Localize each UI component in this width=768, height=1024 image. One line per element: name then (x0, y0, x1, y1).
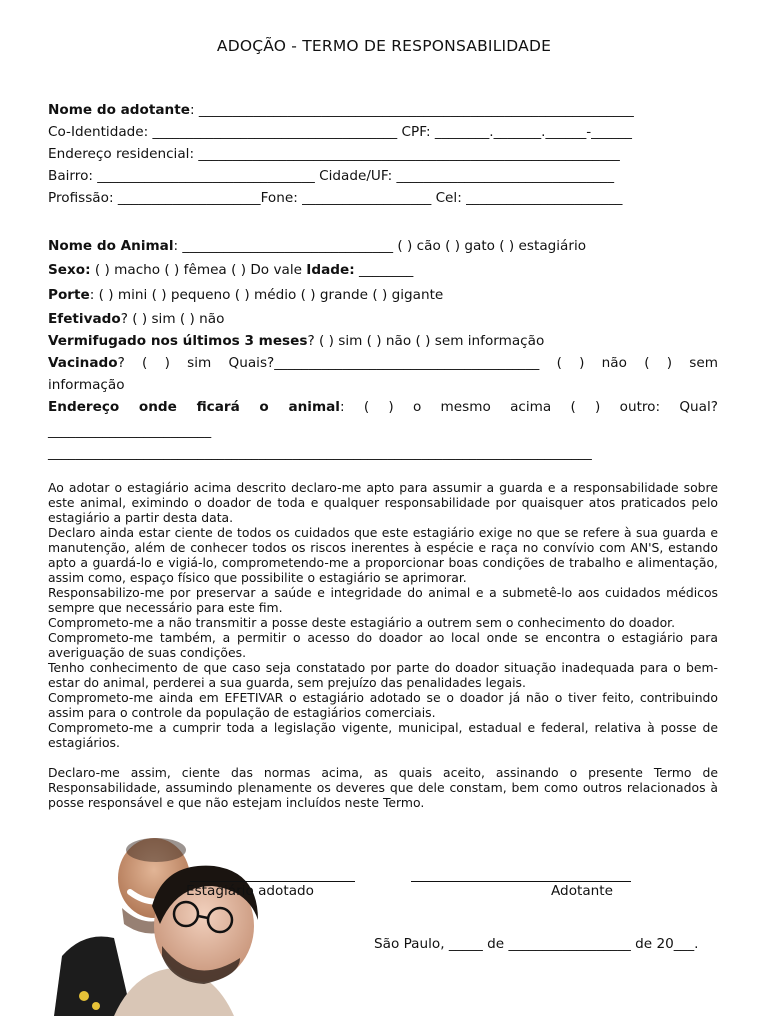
closing-paragraph: Declaro-me assim, ciente das normas acima, as quais aceito, assinando o presente Termo de Responsabilidade, assumindo plenamente os deveres que dele constam, bem como outros relacionados à posse responsável e que não estejam incluídos neste Termo. (48, 765, 718, 810)
endereco-animal-options: : ( ) o mesmo acima ( ) outro: Qual? (339, 399, 718, 415)
vermifugado-options: ? ( ) sim ( ) não ( ) sem informação (307, 333, 545, 349)
porte-options: : ( ) mini ( ) pequeno ( ) médio ( ) grande ( ) gigante (89, 287, 444, 303)
terms-paragraph: Comprometo-me a cumprir toda a legislação vigente, municipal, estadual e federal, relativa à posse de estagiários. (48, 720, 718, 750)
idade-label: Idade: (306, 262, 355, 278)
endereco-animal-blank-1: ________________________ (48, 423, 212, 439)
animal-field (48, 237, 718, 255)
vacinado-field (48, 354, 718, 372)
endereco-animal-field (48, 398, 718, 416)
signature-label-adotante: Adotante (551, 883, 613, 899)
idade-blank: ________ (354, 262, 414, 278)
sexo-field (48, 261, 718, 279)
adotante-blank: : ________________________________________________________________ (189, 102, 634, 118)
identidade-field: Co-Identidade: ____________________________________ CPF: ________._______.______-______ (48, 124, 632, 140)
document-title: ADOÇÃO - TERMO DE RESPONSABILIDADE (216, 37, 552, 55)
terms-paragraph: Tenho conhecimento de que caso seja constatado por parte do doador situação inadequada para o bem-estar do animal, perderei a sua guarda, sem prejuízo das penalidades legais. (48, 660, 718, 690)
adotante-label: Nome do adotante (48, 102, 190, 118)
animal-label: Nome do Animal (48, 238, 174, 254)
terms-body (48, 480, 718, 810)
endereco-field: Endereço residencial: ______________________________________________________________ (48, 146, 620, 162)
date-line: São Paulo, _____ de __________________ de 20___. (374, 936, 699, 952)
signature-line-estagiario (190, 881, 355, 882)
terms-paragraph: Comprometo-me também, a permitir o acesso do doador ao local onde se encontra o estagiário para averiguação de suas condições. (48, 630, 718, 660)
efetivado-field (48, 310, 718, 328)
vermifugado-label: Vermifugado nos últimos 3 meses (48, 333, 308, 349)
adotante-field (48, 101, 718, 119)
endereco-animal-blank-2: ________________________________________________________________________________ (48, 445, 592, 461)
signature-line-adotante (411, 881, 631, 882)
terms-paragraph: Declaro ainda estar ciente de todos os cuidados que este estagiário exige no que se refere à sua guarda e manutenção, além de conhecer todos os riscos inerentes à espécie e raça no convívio com AN'S, estando apto a guardá-lo e vigiá-lo, comprometendo-me a proporcionar boas condições de trabalho e alimentação, assim como, espaço físico que possibilite o estagiário se aprimorar. (48, 525, 718, 585)
sexo-options: ( ) macho ( ) fêmea ( ) Do vale (90, 262, 307, 278)
terms-paragraph: Ao adotar o estagiário acima descrito declaro-me apto para assumir a guarda e a responsabilidade sobre este animal, eximindo o doador de toda e qualquer responsabilidade por quaisquer atos praticados pelo estagiário a partir desta data. (48, 480, 718, 525)
vacinado-label: Vacinado (48, 355, 118, 371)
signature-label-estagiario: Estagiário adotado (186, 883, 314, 899)
vermifugado-field (48, 332, 718, 350)
endereco-animal-label: Endereço onde ficará o animal (48, 399, 340, 415)
animal-options: : _______________________________ ( ) cão ( ) gato ( ) estagiário (173, 238, 587, 254)
terms-paragraph: Comprometo-me ainda em EFETIVAR o estagiário adotado se o doador já não o tiver feito, contribuindo assim para o controle da população de estagiários comerciais. (48, 690, 718, 720)
people-photo (44, 836, 276, 1016)
efetivado-label: Efetivado (48, 311, 121, 327)
profissao-field: Profissão: _____________________Fone: ___________________ Cel: _______________________ (48, 190, 623, 206)
vacinado-options: ? ( ) sim Quais?_______________________________________ ( ) não ( ) sem (117, 355, 718, 371)
terms-paragraph: Responsabilizo-me por preservar a saúde e integridade do animal e a submetê-lo aos cuidados médicos sempre que necessário para este fim. (48, 585, 718, 615)
porte-field (48, 286, 718, 304)
porte-label: Porte (48, 287, 90, 303)
bairro-field: Bairro: ________________________________ Cidade/UF: ________________________________ (48, 168, 615, 184)
efetivado-options: ? ( ) sim ( ) não (120, 311, 225, 327)
sexo-label: Sexo: (48, 262, 91, 278)
terms-paragraph: Comprometo-me a não transmitir a posse deste estagiário a outrem sem o conhecimento do doador. (48, 615, 676, 630)
vacinado-continuation: informação (48, 377, 125, 393)
